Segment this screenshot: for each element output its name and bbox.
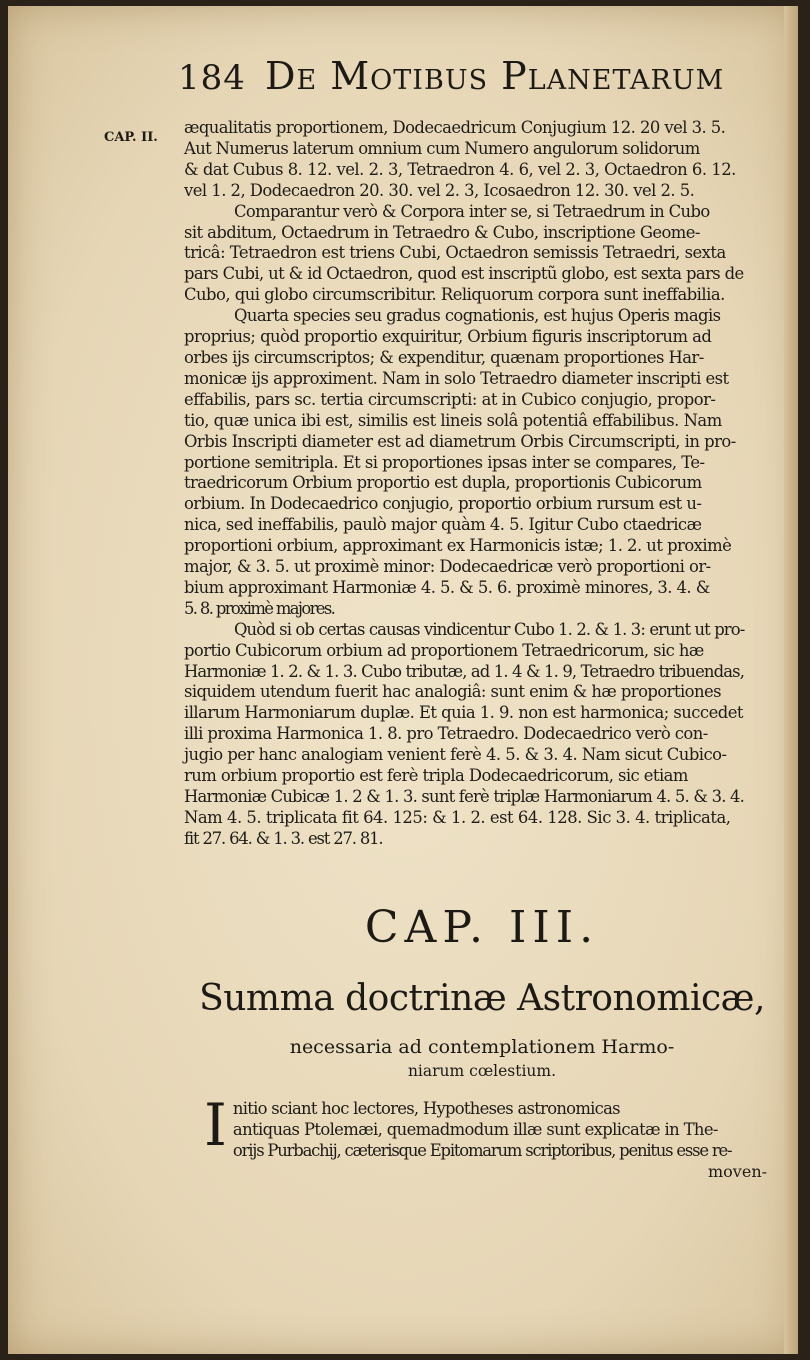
text-line: Harmoniæ Cubicæ 1. 2 & 1. 3. sunt ferè triplæ Harmoniarum 4. 5. & 3. 4. — [184, 787, 745, 806]
text-line: traedricorum Orbium proportio est dupla, proportionis Cubicorum — [184, 473, 702, 493]
text-line: portione semitripla. Et si proportiones ipsas inter se compares, Te- — [184, 452, 705, 472]
text-line: proprius; quòd proportio exquiritur, Orbium figuris inscriptorum ad — [184, 327, 712, 347]
text-line: bium approximant Harmoniæ 4. 5. & 5. 6. proximè minores, 3. 4. & — [184, 577, 710, 597]
text-line: orbium. In Dodecaedrico conjugio, proportio orbium rursum est u- — [184, 494, 702, 514]
margin-note: CAP. II. — [104, 130, 158, 145]
text-line: antiquas Ptolemæi, quemadmodum illæ sunt explicatæ in The- — [232, 1120, 718, 1139]
page-edge — [784, 6, 798, 1354]
book-page — [8, 6, 798, 1354]
text-line: orijs Purbachij, cæterisque Epitomarum scriptoribus, penitus esse re- — [232, 1141, 732, 1160]
paragraph — [184, 118, 780, 202]
drop-cap: I — [204, 1091, 227, 1159]
text-line: sit abditum, Octaedrum in Tetraedro & Cubo, inscriptione Geome- — [184, 222, 700, 242]
body-text — [184, 118, 780, 850]
text-line: Aut Numerus laterum omnium cum Numero angulorum solidorum — [184, 138, 700, 158]
text-line: 5. 8. proximè majores. — [184, 598, 335, 618]
text-line: fit 27. 64. & 1. 3. est 27. 81. — [184, 828, 383, 848]
text-line: portio Cubicorum orbium ad proportionem Tetraedricorum, sic hæ — [184, 640, 704, 660]
text-line: monicæ ijs approximent. Nam in solo Tetraedro diameter inscripti est — [184, 368, 729, 388]
text-line: pars Cubi, ut & id Octaedron, quod est inscriptũ globo, est sexta pars de — [184, 264, 744, 284]
text-line: Cubo, qui globo circumscribitur. Reliquorum corpora sunt ineffabilia. — [184, 285, 725, 305]
chapter-opening-text — [184, 1091, 780, 1161]
chapter-number: CAP. III. — [364, 902, 600, 953]
text-line: major, & 3. 5. ut proximè minor: Dodecaedricæ verò proportioni or- — [184, 557, 711, 577]
chapter-heading — [184, 902, 780, 1080]
text-line: illarum Harmoniarum duplæ. Et quia 1. 9. non est harmonica; succedet — [184, 703, 743, 723]
text-line: rum orbium proportio est ferè tripla Dodecaedricorum, sic etiam — [184, 766, 688, 786]
text-line: Quòd si ob certas causas vindicentur Cubo 1. 2. & 1. 3: erunt ut pro- — [234, 619, 745, 639]
text-line: Comparantur verò & Corpora inter se, si Tetraedrum in Cubo — [234, 201, 710, 221]
paragraph — [184, 306, 780, 620]
text-line: Nam 4. 5. triplicata fit 64. 125: & 1. 2. est 64. 128. Sic 3. 4. triplicata, — [184, 807, 731, 827]
text-line: vel 1. 2, Dodecaedron 20. 30. vel 2. 3, Icosaedron 12. 30. vel 2. 5. — [184, 180, 695, 200]
text-line: orbes ijs circumscriptos; & expenditur, quænam proportiones Har- — [184, 347, 704, 367]
paragraph — [184, 202, 780, 307]
text-line: illi proxima Harmonica 1. 8. pro Tetraedro. Dodecaedrico verò con- — [184, 724, 708, 744]
text-line: tricâ: Tetraedron est triens Cubi, Octaedron semissis Tetraedri, sexta — [184, 243, 726, 263]
paragraph — [184, 620, 780, 850]
page-number: 184 — [178, 58, 246, 98]
chapter-subtitle-continued: niarum cœlestium. — [407, 1062, 557, 1080]
text-line: siquidem utendum fuerit hac analogiâ: sunt enim & hæ proportiones — [184, 682, 722, 702]
page-header — [178, 54, 758, 104]
text-line: effabilis, pars sc. tertia circumscripti: at in Cubico conjugio, propor- — [184, 389, 716, 409]
text-line: nitio sciant hoc lectores, Hypotheses astronomicas — [232, 1099, 620, 1118]
text-line: tio, quæ unica ibi est, similis est lineis solâ potentiâ effabilibus. Nam — [184, 410, 722, 430]
text-line: æqualitatis proportionem, Dodecaedricum Conjugium 12. 20 vel 3. 5. — [184, 118, 726, 137]
running-title: De Motibus Planetarum — [265, 54, 725, 98]
chapter-subtitle: necessaria ad contemplationem Harmo- — [289, 1036, 675, 1058]
text-line: Harmoniæ 1. 2. & 1. 3. Cubo tributæ, ad 1. 4 & 1. 9, Tetraedro tribuendas, — [184, 661, 745, 681]
text-line: jugio per hanc analogiam venient ferè 4. 5. & 3. 4. Nam sicut Cubico- — [184, 745, 727, 765]
text-line: & dat Cubus 8. 12. vel. 2. 3, Tetraedron 4. 6, vel 2. 3, Octaedron 6. 12. — [184, 159, 736, 179]
text-line: proportioni orbium, approximant ex Harmonicis istæ; 1. 2. ut proximè — [184, 536, 732, 556]
chapter-title: Summa doctrinæ Astronomicæ, — [199, 978, 765, 1019]
text-line: Quarta species seu gradus cognationis, est hujus Operis magis — [234, 306, 721, 326]
catchword: moven- — [708, 1162, 768, 1181]
text-line: nica, sed ineffabilis, paulò major quàm 4. 5. Igitur Cubo ctaedricæ — [184, 515, 702, 535]
text-line: Orbis Inscripti diameter est ad diametrum Orbis Circumscripti, in pro- — [184, 431, 736, 451]
